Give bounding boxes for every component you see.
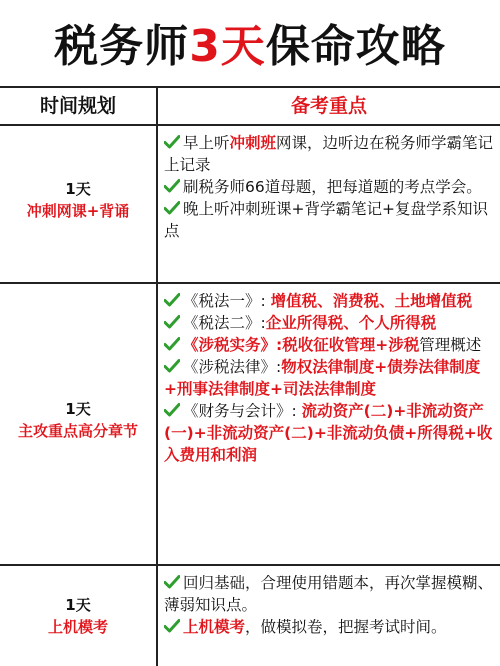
check-icon — [164, 293, 180, 307]
page-title — [0, 14, 500, 80]
check-icon — [164, 179, 180, 193]
item-text-segment: 《税法二》: — [183, 314, 266, 332]
row-1-day: 1天 — [65, 180, 91, 198]
checklist-item — [164, 132, 494, 176]
checklist-item — [164, 616, 494, 638]
item-text-segment: 《涉税实务》: — [183, 336, 283, 354]
item-text-segment: 《涉税法律》: — [183, 358, 282, 376]
row-2-plan — [0, 398, 156, 442]
item-text-segment: 物权法律制度+债券法律制度+刑事法律制度+司法法律制度 — [164, 358, 481, 398]
checklist-item — [164, 176, 494, 198]
check-icon — [164, 135, 180, 149]
row-1-bottom-border — [0, 282, 500, 284]
item-text-segment: 管理概述 — [419, 336, 482, 354]
check-icon — [164, 619, 180, 633]
check-icon — [164, 315, 180, 329]
item-text-segment: 流动资产(二)+非流动资产(一)+非流动资产(二)+非流动负债+所得税+收入费用和利润 — [164, 402, 493, 464]
checklist-item — [164, 290, 494, 312]
title-part-2: 3天 — [189, 21, 266, 72]
checklist-item — [164, 356, 494, 400]
row-3-plan — [0, 594, 156, 638]
row-3-topic: 上机模考 — [47, 618, 108, 636]
check-icon — [164, 403, 180, 417]
item-text-segment: 增值税、消费税、土地增值税 — [270, 292, 473, 310]
item-text-segment: 企业所得税、个人所得税 — [265, 314, 437, 332]
row-1-plan — [0, 178, 156, 222]
row-2-items — [164, 290, 494, 466]
row-2-bottom-border — [0, 564, 500, 566]
item-text-segment: 上机模考 — [183, 618, 246, 636]
checklist-item — [164, 334, 494, 356]
item-text-segment: ，做模拟卷，把握考试时间。 — [245, 618, 447, 636]
item-text-segment: 税收征收管理+涉税 — [282, 336, 420, 354]
row-3-items — [164, 572, 494, 638]
checklist-item — [164, 400, 494, 466]
item-text-segment: 晚上听冲刺班课+背学霸笔记+复盘学系知识点 — [164, 200, 488, 240]
check-icon — [164, 359, 180, 373]
checklist-item — [164, 198, 494, 242]
item-text-segment: 早上听 — [183, 134, 230, 152]
row-2-topic: 主攻重点高分章节 — [17, 422, 138, 440]
table-column-divider — [156, 86, 158, 666]
header-key-points: 备考重点 — [290, 95, 367, 117]
row-1-items — [164, 132, 494, 242]
checklist-item — [164, 572, 494, 616]
check-icon — [164, 337, 180, 351]
item-text-segment: 刷税务师66道母题，把每道题的考点学会。 — [183, 178, 482, 196]
header-bottom-border — [0, 124, 500, 126]
item-text-segment: 《税法一》: — [183, 292, 271, 310]
row-1-topic: 冲刺网课+背诵 — [26, 202, 130, 220]
item-text-segment: 回归基础，合理使用错题本，再次掌握模糊、薄弱知识点。 — [164, 574, 494, 614]
header-time-plan: 时间规划 — [39, 95, 116, 117]
check-icon — [164, 201, 180, 215]
item-text-segment: 网课，边听边在税务师学霸笔记上记录 — [164, 134, 494, 174]
row-2-day: 1天 — [65, 400, 91, 418]
title-part-3: 保命攻略 — [265, 21, 446, 72]
item-text-segment: 《财务与会计》: — [183, 402, 302, 420]
checklist-item — [164, 312, 494, 334]
row-3-day: 1天 — [65, 596, 91, 614]
item-text-segment: 冲刺班 — [229, 134, 277, 152]
check-icon — [164, 575, 180, 589]
title-part-1: 税务师 — [54, 21, 190, 72]
